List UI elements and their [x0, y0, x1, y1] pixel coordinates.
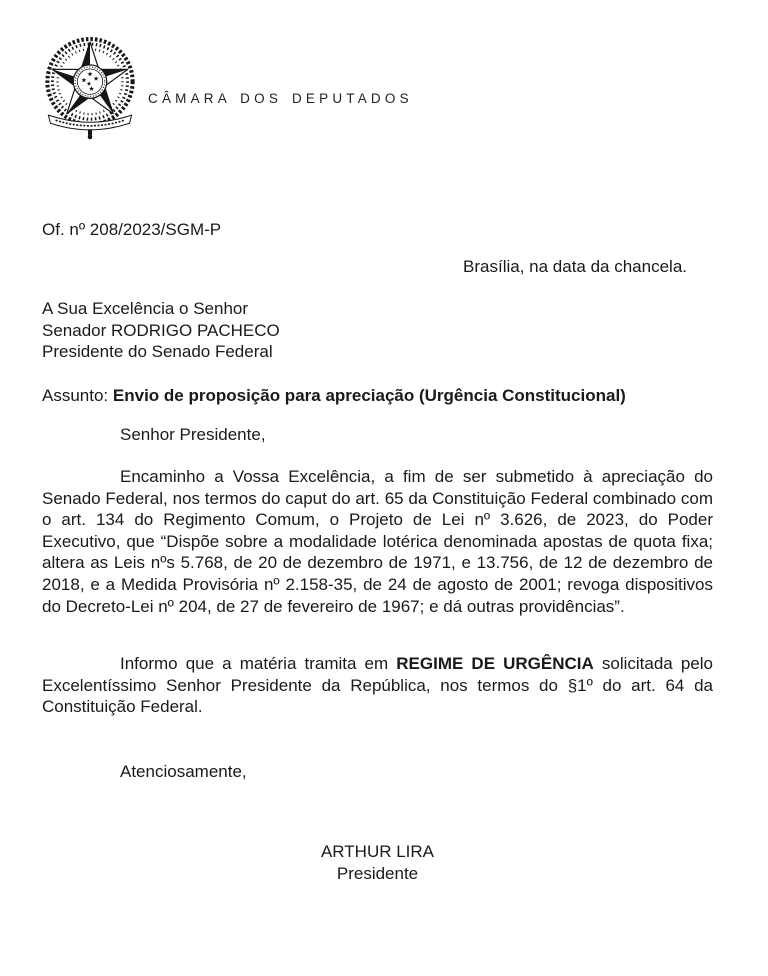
subject-label: Assunto:	[42, 386, 109, 405]
paragraph-2-emphasis: REGIME DE URGÊNCIA	[396, 654, 594, 673]
recipient-block	[42, 298, 280, 363]
closing: Atenciosamente,	[120, 762, 247, 781]
subject-line	[42, 385, 713, 407]
signer-role: Presidente	[336, 864, 419, 883]
signature-block	[42, 841, 713, 885]
paragraph-2-text-before: Informo que a matéria tramita em	[120, 654, 397, 673]
salutation: Senhor Presidente,	[120, 425, 266, 444]
recipient-line-1: A Sua Excelência o Senhor	[42, 299, 249, 318]
signer-name: ARTHUR LIRA	[320, 842, 435, 861]
body-paragraph-2	[42, 653, 713, 718]
body-paragraph-1: Encaminho a Vossa Excelência, a fim de ser submetido à apreciação do Senado Federal, nos termos do caput do art. 65 da Constituição Federal combinado com o art. 134 do Regimento Comum, o Projeto de Lei nº 3.626, de 2023, do Poder Executivo, que “Dispõe sobre a modalidade lotérica denominada apostas de quota fixa; altera as Leis nºs 5.768, de 20 de dezembro de 1971, e 13.756, de 12 de dezembro de 2018, e a Medida Provisória nº 2.158-35, de 24 de agosto de 2001; revoga dispositivos do Decreto-Lei nº 204, de 27 de fevereiro de 1967; e dá outras providências”.	[42, 467, 713, 616]
org-name: CÂMARA DOS DEPUTADOS	[148, 91, 413, 106]
recipient-line-3: Presidente do Senado Federal	[42, 342, 273, 362]
subject-value: Envio de proposição para apreciação (Urgência Constitucional)	[112, 386, 626, 405]
brazil-coat-of-arms-icon	[39, 36, 141, 140]
recipient-line-2: Senador RODRIGO PACHECO	[42, 320, 280, 340]
paragraph-2-text-after: solicitada pelo Excelentíssimo Senhor Presidente da República, nos termos do §1º do art. 64 da Constituição Federal.	[42, 654, 713, 717]
dateline: Brasília, na data da chancela.	[463, 257, 687, 276]
reference-number: Of. nº 208/2023/SGM-P	[42, 220, 222, 239]
